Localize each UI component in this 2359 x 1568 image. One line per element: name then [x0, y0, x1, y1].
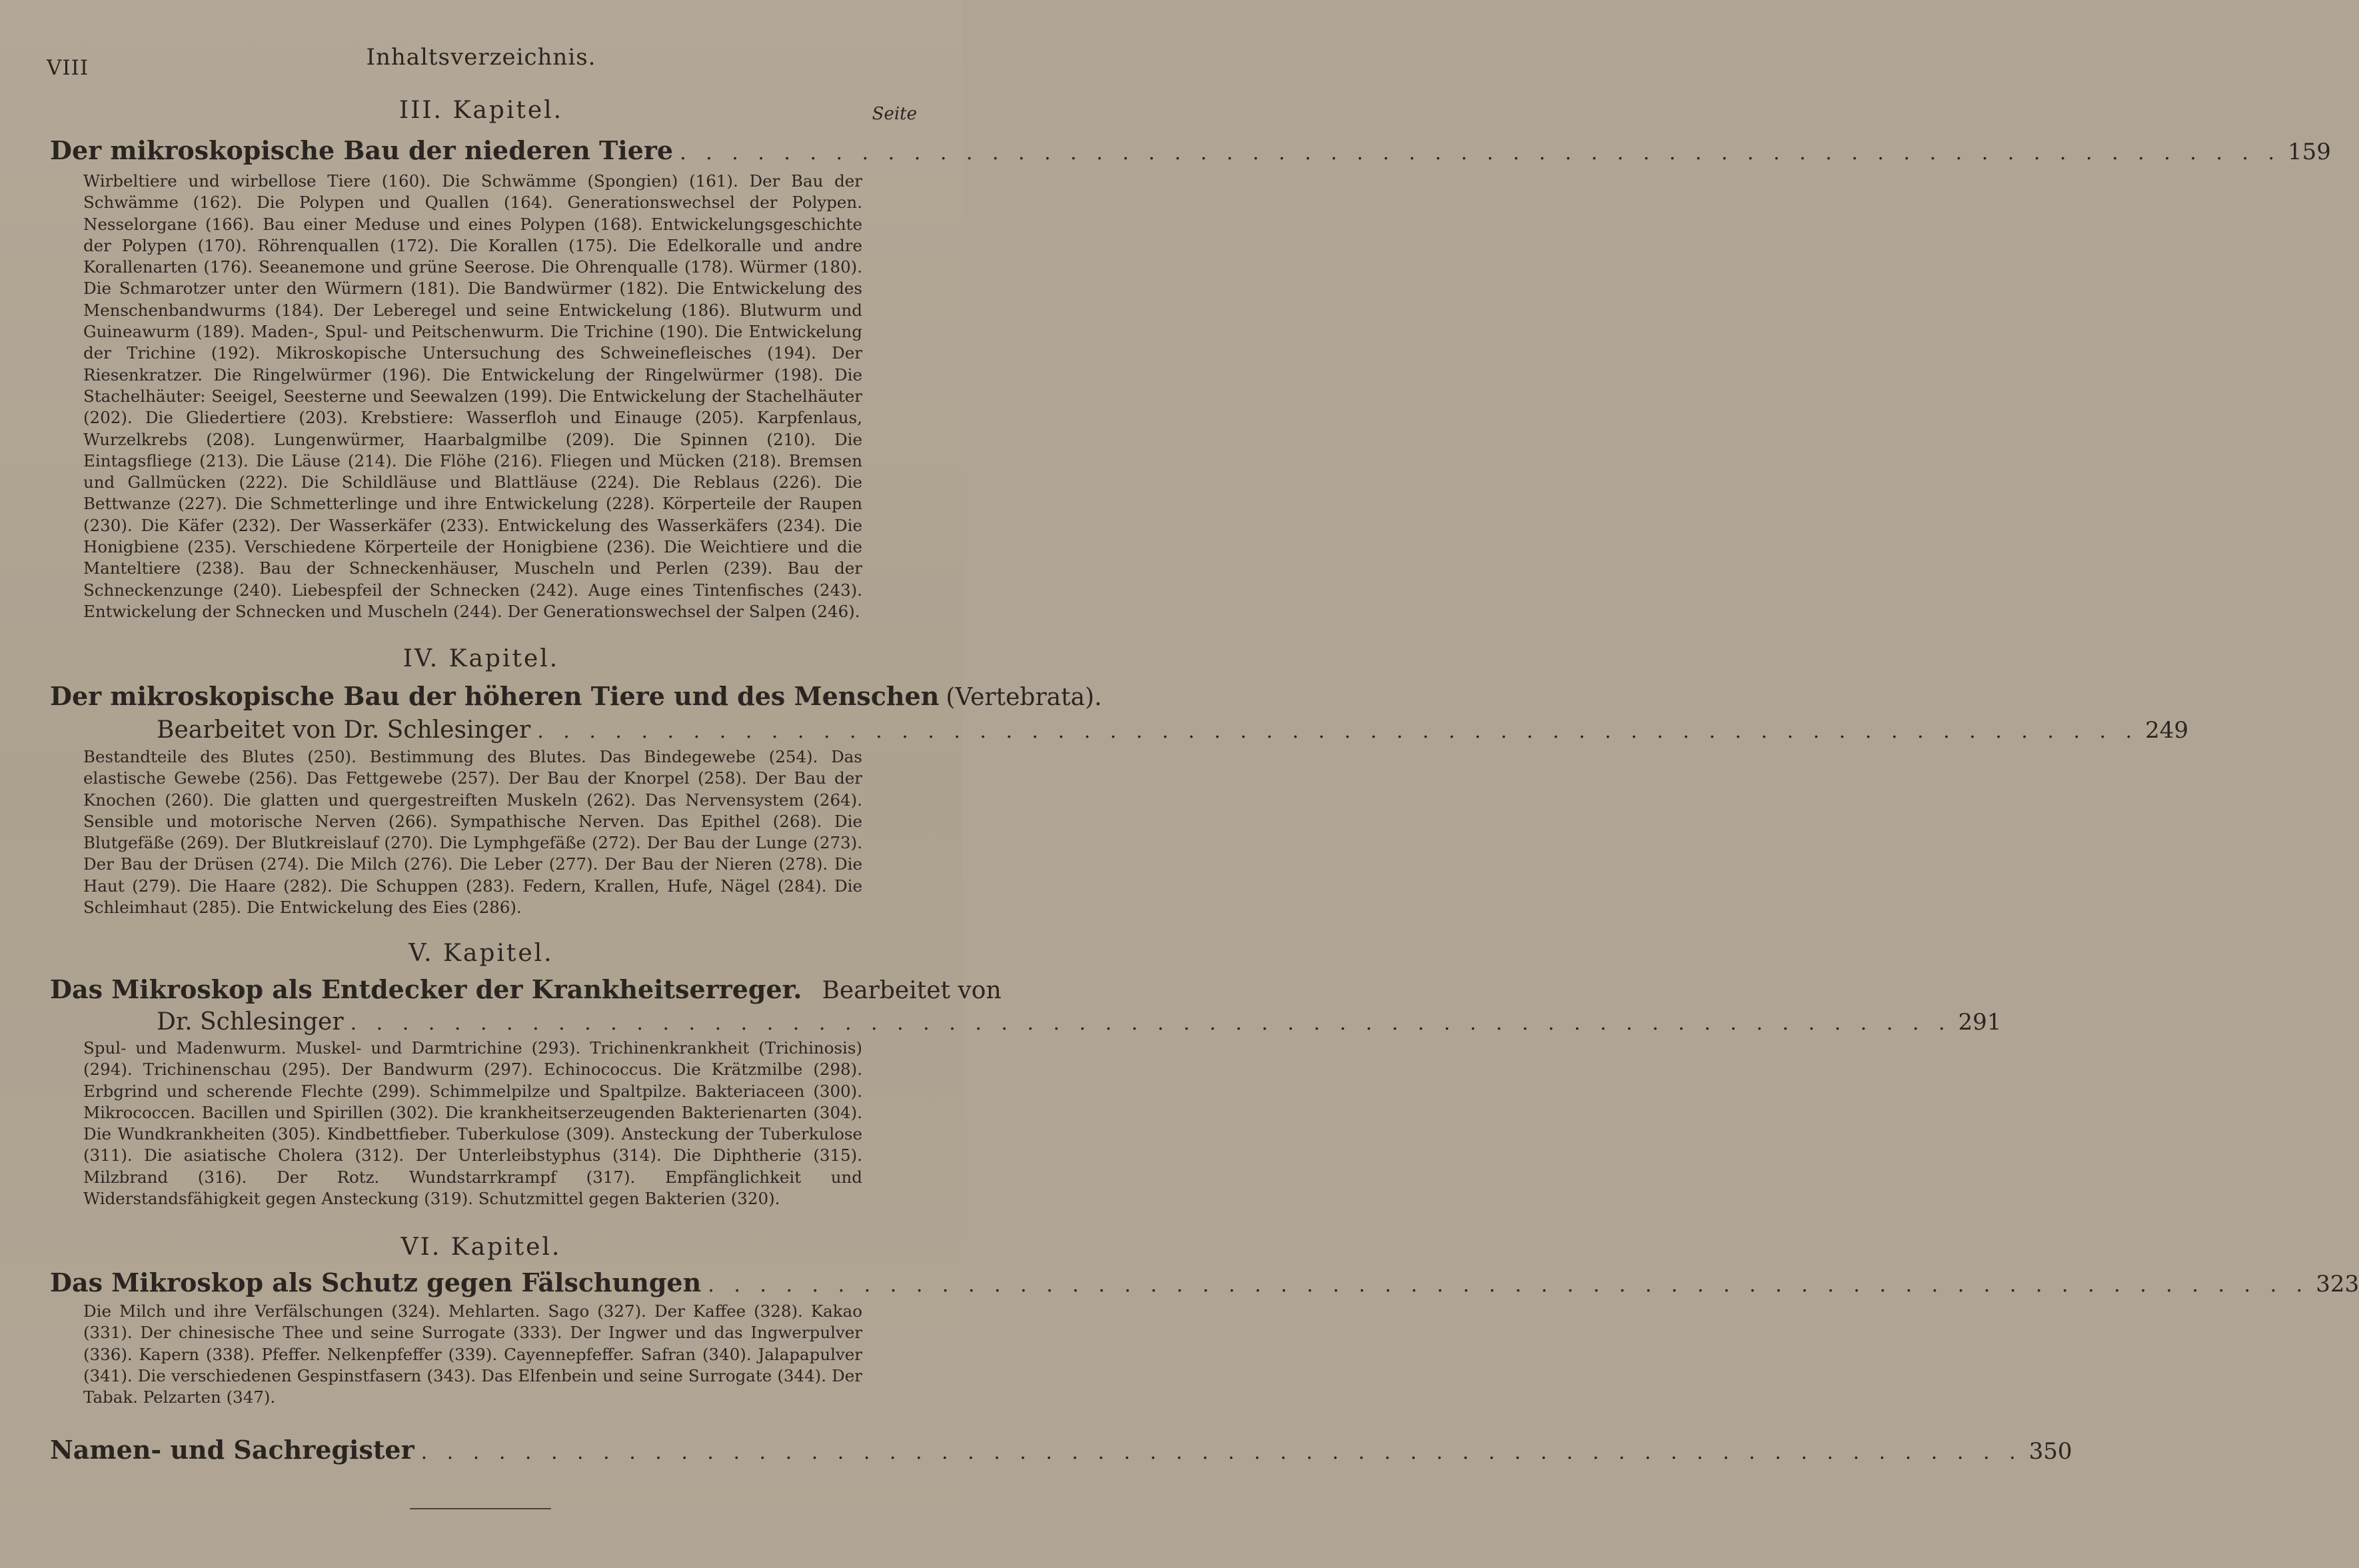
chapter-page-ref: 159	[2288, 139, 2331, 165]
register-title: Namen- und Sachregister	[50, 1435, 414, 1465]
closing-rule	[410, 1508, 551, 1509]
chapter-title-suffix: Bearbeitet von	[822, 977, 1002, 1004]
chapter-page-ref: 249	[2145, 717, 2189, 744]
dot-leader	[351, 1012, 1952, 1035]
page-column-label: Seite	[872, 104, 917, 124]
page-number: VIII	[47, 56, 89, 80]
dot-leader	[680, 141, 2281, 165]
chapter-summary: Die Milch und ihre Verfälschungen (324). Mehlarten. Sago (327). Der Kaffee (328). Kakao (331). Der chinesische Thee und seine Surrogate (333). Der Ingwer und das Ingwerpulver (336). Kapern (338). Pfeffer. Nelkenpfeffer (339). Cayennepfeffer. Safran (340). Jalapapulver (341). Die verschiedenen Gespinstfasern (343). Das Elfenbein und seine Surrogate (344). Der Tabak. Pelzarten (347).	[83, 1301, 862, 1407]
register-page-ref: 350	[2028, 1438, 2072, 1465]
chapter-title: Der mikroskopische Bau der niederen Tiere	[50, 135, 674, 165]
running-title: Inhaltsverzeichnis.	[366, 44, 596, 71]
chapter-title-entry[interactable]	[50, 135, 2331, 165]
chapter-summary: Bestandteile des Blutes (250). Bestimmung des Blutes. Das Bindegewebe (254). Das elastische Gewebe (256). Das Fettgewebe (257). Der Bau der Knorpel (258). Der Bau der Knochen (260). Die glatten und quergestreiften Muskeln (262). Das Nervensystem (264). Sensible und motorische Nerven (266). Sympathische Nerven. Das Epithel (268). Die Blutgefäße (269). Der Blutkreislauf (270). Die Lymphgefäße (272). Der Bau der Lunge (273). Der Bau der Drüsen (274). Die Milch (276). Die Leber (277). Der Bau der Nieren (278). Die Haut (279). Die Haare (282). Die Schuppen (283). Federn, Krallen, Hufe, Nägel (284). Die Schleimhaut (285). Die Entwickelung des Eies (286).	[83, 747, 862, 918]
register-entry[interactable]	[50, 1435, 2072, 1465]
chapter-title: Der mikroskopische Bau der höheren Tiere und des Menschen	[50, 681, 940, 711]
chapter-title-entry[interactable]	[50, 681, 2189, 744]
chapter-title: Das Mikroskop als Schutz gegen Fälschungen	[50, 1267, 702, 1297]
dot-leader	[537, 720, 2138, 743]
chapter-subtitle: Dr. Schlesinger	[157, 1008, 344, 1036]
chapter-title: Das Mikroskop als Entdecker der Krankheitserreger.	[50, 974, 802, 1004]
chapter-heading: V. Kapitel.	[408, 940, 554, 967]
chapter-title-entry[interactable]	[50, 974, 2002, 1036]
chapter-heading: III. Kapitel.	[398, 97, 564, 124]
chapter-summary: Wirbeltiere und wirbellose Tiere (160). Die Schwämme (Spongien) (161). Der Bau der Schwämme (162). Die Polypen und Quallen (164). Generationswechsel der Polypen. Nesselorgane (166). Bau einer Meduse und eines Polypen (168). Entwickelungsgeschichte der Polypen (170). Röhrenquallen (172). Die Korallen (175). Die Edelkoralle und andre Korallenarten (176). Seeanemone und grüne Seerose. Die Ohrenqualle (178). Würmer (180). Die Schmarotzer unter den Würmern (181). Die Bandwürmer (182). Die Entwickelung des Menschenbandwurms (184). Der Leberegel und seine Entwickelung (186). Blutwurm und Guineawurm (189). Maden-, Spul- und Peitschenwurm. Die Trichine (190). Die Entwickelung der Trichine (192). Mikroskopische Untersuchung des Schweinefleisches (194). Der Riesenkratzer. Die Ringelwürmer (196). Die Entwickelung der Ringelwürmer (198). Die Stachelhäuter: Seeigel, Seesterne und Seewalzen (199). Die Entwickelung der Stachelhäuter (202). Die Gliedertiere (203). Krebstiere: Wasserfloh und Einauge (205). Karpfenlaus, Wurzelkrebs (208). Lungenwürmer, Haarbalgmilbe (209). Die Spinnen (210). Die Eintagsfliege (213). Die Läuse (214). Die Flöhe (216). Fliegen und Mücken (218). Bremsen und Gallmücken (222). Die Schildläuse und Blattläuse (224). Die Reblaus (226). Die Bettwanze (227). Die Schmetterlinge und ihre Entwickelung (228). Körperteile der Raupen (230). Die Käfer (232). Der Wasserkäfer (233). Entwickelung des Wasserkäfers (234). Die Honigbiene (235). Verschiedene Körperteile der Honigbiene (236). Die Weichtiere und die Manteltiere (238). Bau der Schneckenhäuser, Muscheln und Perlen (239). Bau der Schneckenzunge (240). Liebespfeil der Schnecken (242). Auge eines Tintenfisches (243). Entwickelung der Schnecken und Muscheln (244). Der Generationswechsel der Salpen (246).	[83, 171, 862, 621]
chapter-subtitle: Bearbeitet von Dr. Schlesinger	[157, 716, 531, 744]
chapter-title-suffix: (Vertebrata).	[946, 684, 1102, 711]
chapter-page-ref: 291	[1958, 1009, 2002, 1036]
chapter-heading: IV. Kapitel.	[402, 645, 560, 672]
chapter-title-entry[interactable]	[50, 1267, 2359, 1297]
chapter-heading: VI. Kapitel.	[400, 1233, 562, 1261]
chapter-summary: Spul- und Madenwurm. Muskel- und Darmtrichine (293). Trichinenkrankheit (Trichinosis) (294). Trichinenschau (295). Der Bandwurm (297). Echinococcus. Die Krätzmilbe (298). Erbgrind und scherende Flechte (299). Schimmelpilze und Spaltpilze. Bakteriaceen (300). Mikrococcen. Bacillen und Spirillen (302). Die krankheitserzeugenden Bakterienarten (304). Die Wundkrankheiten (305). Kindbettfieber. Tuberkulose (309). Ansteckung der Tuberkulose (311). Die asiatische Cholera (312). Der Unterleibstyphus (314). Die Diphtherie (315). Milzbrand (316). Der Rotz. Wundstarrkrampf (317). Empfänglichkeit und Widerstandsfähigkeit gegen Ansteckung (319). Schutzmittel gegen Bakterien (320).	[83, 1038, 862, 1209]
chapter-page-ref: 323	[2316, 1271, 2359, 1297]
dot-leader	[708, 1273, 2309, 1297]
dot-leader	[421, 1441, 2022, 1464]
